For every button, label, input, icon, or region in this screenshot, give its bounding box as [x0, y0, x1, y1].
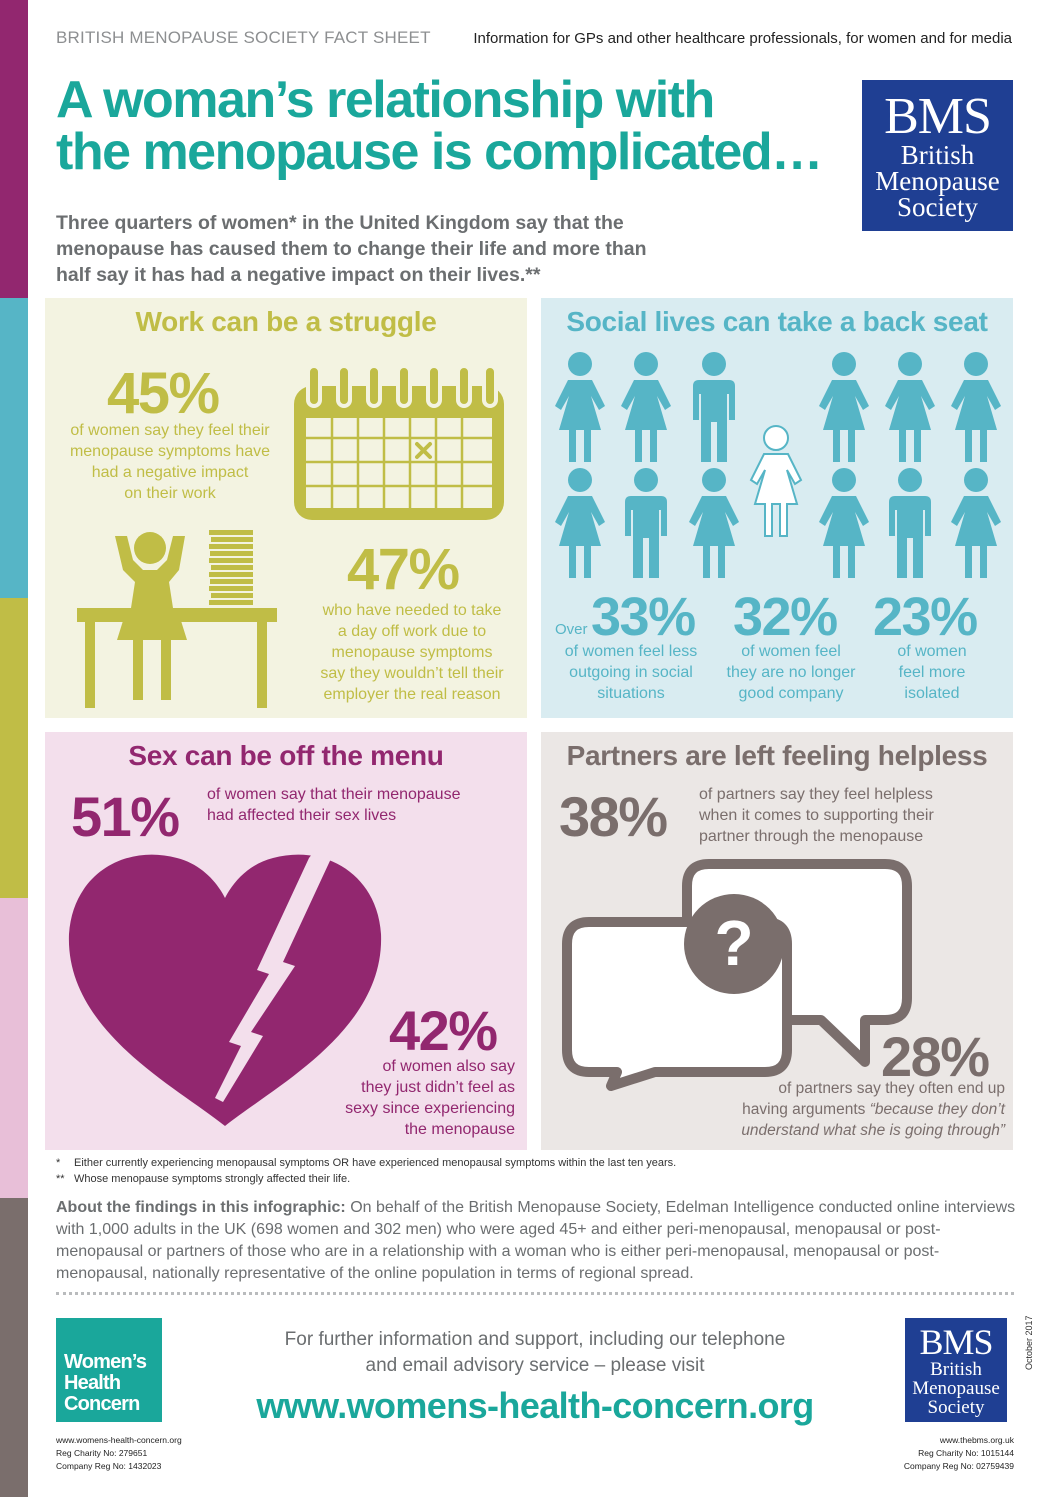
social-stat-32: 32%: [733, 587, 837, 647]
social-stat-23: 23%: [873, 587, 977, 647]
work-stat-45: 45%: [107, 361, 219, 426]
social-desc-23: of women feel more isolated: [897, 643, 967, 702]
whc-website-link[interactable]: www.womens-health-concern.org: [256, 1385, 814, 1426]
work-desc-45: of women say they feel their menopause symptoms have had a negative impact on their work: [69, 422, 271, 502]
people-grid: [541, 350, 1013, 590]
sex-stat-51: 51%: [71, 785, 179, 848]
calendar-icon: [290, 362, 508, 524]
stressed-woman-at-desk-icon: [75, 530, 280, 708]
further-info: For further information and support, including our telephone and email advisory service – please visit: [284, 1329, 786, 1376]
audience-info: Information for GPs and other healthcare professionals, for women and for media: [473, 30, 1012, 47]
intro-text: Three quarters of women* in the United Kingdom say that the menopause has caused them to change their life and more than half say it has had a negative impact on their lives.**: [56, 212, 647, 286]
sex-panel: [45, 732, 527, 1150]
social-panel: [541, 298, 1013, 718]
partners-desc-38: of partners say they feel helpless when it comes to supporting their partner through the menopause: [699, 786, 934, 845]
footnote-1: * Either currently experiencing menopausal symptoms OR have experienced menopausal symptoms within the last ten years.: [56, 1157, 677, 1169]
work-panel: [45, 298, 527, 718]
side-strip-blue: [0, 298, 28, 598]
sex-desc-51: of women say that their menopause had affected their sex lives: [207, 786, 461, 824]
partners-desc-28: of partners say they often end up having arguments “because they don’t understand what she is going through”: [741, 1080, 1005, 1139]
social-stat-33: 33%: [591, 587, 695, 647]
sex-stat-42: 42%: [389, 999, 497, 1062]
publication-date: October 2017: [1024, 1315, 1034, 1370]
bms-details: www.thebms.org.uk Reg Charity No: 1015144 Company Reg No: 02759439: [903, 1435, 1014, 1471]
partners-heading: Partners are left feeling helpless: [566, 740, 988, 771]
side-strip-pink: [0, 898, 28, 1198]
question-mark-icon: ?: [714, 907, 754, 979]
bms-logo: BMS British Menopause Society: [862, 80, 1013, 231]
social-heading: Social lives can take a back seat: [566, 306, 988, 337]
work-stat-47: 47%: [347, 537, 459, 602]
footnote-2: ** Whose menopause symptoms strongly affected their life.: [56, 1173, 351, 1185]
social-desc-33: of women feel less outgoing in social situations: [564, 643, 698, 702]
bms-logo-footer: BMS British Menopause Society: [905, 1318, 1007, 1422]
whc-logo: Women’s Health Concern: [56, 1318, 162, 1422]
side-strip-purple: [0, 0, 28, 298]
about-findings: About the findings in this infographic: On behalf of the British Menopause Society, Edelman Intelligence conducted online interviews with 1,000 adults in the UK (698 women and 302 men) who were aged 45+ and either peri-menopausal, menopausal or post-menopausal or partners of those who are in a relationship with a woman who is either peri-menopausal, menopausal or post-menopausal, nationally representative of the online population in terms of regional spread.: [56, 1199, 1016, 1282]
sex-heading: Sex can be off the menu: [128, 740, 444, 771]
social-over-label: Over: [555, 621, 588, 638]
social-desc-32: of women feel they are no longer good company: [726, 643, 856, 702]
work-desc-47: who have needed to take a day off work due to menopause symptoms say they wouldn’t tell their employer the real reason: [320, 602, 504, 703]
side-strip-brown: [0, 1198, 28, 1497]
work-heading: Work can be a struggle: [135, 306, 437, 337]
fact-sheet-label: BRITISH MENOPAUSE SOCIETY FACT SHEET: [56, 28, 431, 47]
dotted-divider: [56, 1292, 1014, 1295]
whc-details: www.womens-health-concern.org Reg Charity No: 279651 Company Reg No: 1432023: [56, 1435, 182, 1471]
side-strip-olive: [0, 598, 28, 898]
sex-desc-42: of women also say they just didn’t feel as sexy since experiencing the menopause: [345, 1058, 515, 1138]
partners-stat-28: 28%: [881, 1025, 989, 1088]
page-title: A woman’s relationship with the menopause is complicated…: [56, 71, 822, 181]
partners-stat-38: 38%: [559, 785, 667, 848]
partners-panel: [541, 732, 1013, 1150]
